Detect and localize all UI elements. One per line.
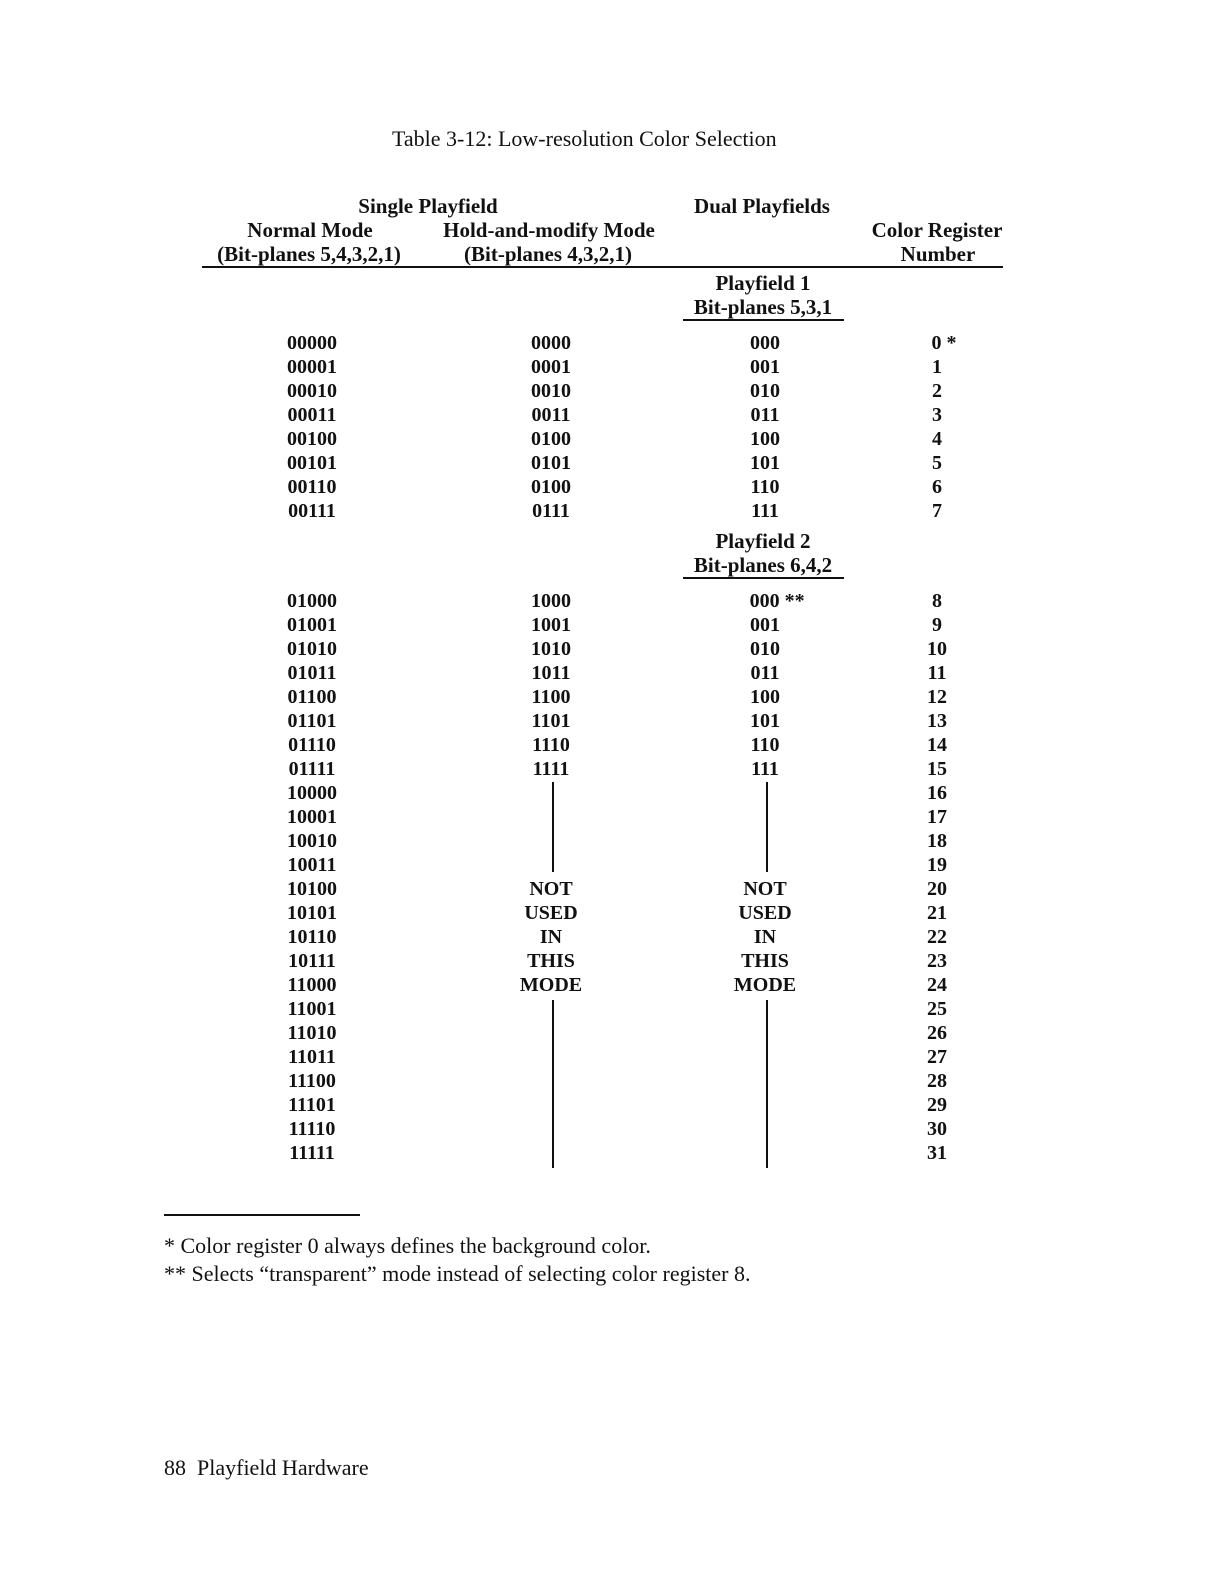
color-register-cell: 6 bbox=[932, 476, 942, 498]
normal-mode-cell: 10010 bbox=[287, 830, 337, 852]
header-number: Number bbox=[900, 242, 976, 266]
normal-mode-cell: 00000 bbox=[287, 332, 337, 354]
ham-mode-cell: 1000 bbox=[531, 590, 571, 612]
dual-playfield-cell: 010 bbox=[750, 638, 780, 660]
normal-mode-cell: 00011 bbox=[287, 404, 337, 426]
color-register-cell: 24 bbox=[927, 974, 947, 996]
normal-mode-cell: 11111 bbox=[289, 1142, 335, 1164]
dual-playfield-cell: USED bbox=[738, 902, 792, 924]
dual-playfield-cell: 111 bbox=[751, 758, 779, 780]
normal-mode-cell: 11100 bbox=[288, 1070, 336, 1092]
table-title: Table 3-12: Low-resolution Color Selection bbox=[392, 126, 777, 151]
dual-playfield-cell: 001 bbox=[750, 614, 780, 636]
color-register-cell: 3 bbox=[932, 404, 942, 426]
color-register-cell: 15 bbox=[927, 758, 947, 780]
header-color-register: Color Register bbox=[871, 218, 1003, 242]
dual-playfield-cell: 101 bbox=[750, 710, 780, 732]
normal-mode-cell: 10001 bbox=[287, 806, 337, 828]
color-register-cell: 30 bbox=[927, 1118, 947, 1140]
color-register-cell: 13 bbox=[927, 710, 947, 732]
footnote-rule bbox=[164, 1214, 360, 1216]
ham-mode-cell: 0101 bbox=[531, 452, 571, 474]
dual-playfield-cell: IN bbox=[753, 926, 777, 948]
normal-mode-cell: 11110 bbox=[288, 1118, 336, 1140]
color-register-cell: 19 bbox=[927, 854, 947, 876]
color-register-cell: 27 bbox=[927, 1046, 947, 1068]
normal-mode-cell: 01000 bbox=[287, 590, 337, 612]
color-register-cell: 17 bbox=[927, 806, 947, 828]
ham-mode-cell: 0011 bbox=[531, 404, 571, 426]
color-register-cell: 25 bbox=[927, 998, 947, 1020]
dual-playfield-cell: 011 bbox=[750, 404, 780, 426]
color-register-cell: 16 bbox=[927, 782, 947, 804]
ham-mode-cell: 1111 bbox=[532, 758, 570, 780]
playfield2-rule bbox=[683, 577, 844, 579]
ham-mode-cell: IN bbox=[539, 926, 563, 948]
color-register-cell: 8 bbox=[932, 590, 942, 612]
normal-mode-cell: 00101 bbox=[287, 452, 337, 474]
ham-mode-cell: 0100 bbox=[531, 428, 571, 450]
normal-mode-cell: 00010 bbox=[287, 380, 337, 402]
color-register-cell: 12 bbox=[927, 686, 947, 708]
normal-mode-cell: 10110 bbox=[287, 926, 337, 948]
color-register-cell: 22 bbox=[927, 926, 947, 948]
header-dual-playfields: Dual Playfields bbox=[694, 194, 830, 218]
normal-mode-cell: 01111 bbox=[288, 758, 336, 780]
footnote-1: * Color register 0 always defines the background color. bbox=[164, 1233, 651, 1258]
dual-playfield-cell: 110 bbox=[750, 734, 780, 756]
dual-playfield-cell: 101 bbox=[750, 452, 780, 474]
color-register-cell: 23 bbox=[927, 950, 947, 972]
ham-mode-cell: MODE bbox=[519, 974, 583, 996]
playfield1-title: Playfield 1 bbox=[715, 271, 811, 295]
dual-playfield-cell: 011 bbox=[750, 662, 780, 684]
ham-mode-cell: 0100 bbox=[531, 476, 571, 498]
dual-playfield-cell: 100 bbox=[750, 428, 780, 450]
normal-mode-cell: 01001 bbox=[287, 614, 337, 636]
ham-mode-cell: 0010 bbox=[531, 380, 571, 402]
playfield2-planes: Bit-planes 6,4,2 bbox=[693, 553, 833, 577]
normal-mode-cell: 00111 bbox=[288, 500, 336, 522]
color-register-cell: 29 bbox=[927, 1094, 947, 1116]
normal-mode-cell: 11000 bbox=[287, 974, 337, 996]
color-register-cell: 4 bbox=[932, 428, 942, 450]
ham-mode-cell: 1101 bbox=[531, 710, 571, 732]
color-register-cell: 9 bbox=[932, 614, 942, 636]
dual-playfield-cell: 111 bbox=[751, 500, 779, 522]
dual-playfield-cell: 100 bbox=[750, 686, 780, 708]
color-register-cell: 26 bbox=[927, 1022, 947, 1044]
footnote-2: ** Selects “transparent” mode instead of selecting color register 8. bbox=[164, 1261, 751, 1286]
normal-mode-cell: 10111 bbox=[288, 950, 336, 972]
color-register-cell: 5 bbox=[932, 452, 942, 474]
dual-playfield-cell: 000 bbox=[750, 332, 780, 354]
ham-mode-cell: 0001 bbox=[531, 356, 571, 378]
dual-playfield-cell: NOT bbox=[743, 878, 787, 900]
dual-playfield-cell: 000 ** bbox=[749, 590, 805, 612]
color-register-cell: 1 bbox=[932, 356, 942, 378]
normal-mode-cell: 11001 bbox=[287, 998, 337, 1020]
ham-mode-cell: 1010 bbox=[531, 638, 571, 660]
normal-mode-cell: 10000 bbox=[287, 782, 337, 804]
normal-mode-cell: 01011 bbox=[287, 662, 337, 684]
color-register-cell: 21 bbox=[927, 902, 947, 924]
header-ham-mode: Hold-and-modify Mode bbox=[443, 218, 655, 242]
page-footer: 88 Playfield Hardware bbox=[164, 1455, 369, 1480]
color-register-cell: 14 bbox=[927, 734, 947, 756]
dual-unused-bar-lower bbox=[766, 1000, 768, 1168]
playfield1-rule bbox=[683, 319, 844, 321]
header-normal-mode-planes: (Bit-planes 5,4,3,2,1) bbox=[217, 242, 401, 266]
ham-mode-cell: THIS bbox=[527, 950, 575, 972]
normal-mode-cell: 10101 bbox=[287, 902, 337, 924]
header-rule bbox=[202, 266, 1003, 268]
ham-mode-cell: NOT bbox=[529, 878, 573, 900]
normal-mode-cell: 01110 bbox=[288, 734, 336, 756]
ham-mode-cell: 1011 bbox=[531, 662, 571, 684]
normal-mode-cell: 11101 bbox=[288, 1094, 336, 1116]
playfield2-title: Playfield 2 bbox=[715, 529, 811, 553]
normal-mode-cell: 10100 bbox=[287, 878, 337, 900]
dual-playfield-cell: MODE bbox=[733, 974, 797, 996]
dual-playfield-cell: 010 bbox=[750, 380, 780, 402]
color-register-cell: 11 bbox=[927, 662, 947, 684]
playfield1-planes: Bit-planes 5,3,1 bbox=[693, 295, 833, 319]
ham-mode-cell: 1110 bbox=[532, 734, 570, 756]
ham-unused-bar-lower bbox=[552, 1000, 554, 1168]
ham-mode-cell: 1100 bbox=[531, 686, 571, 708]
color-register-cell: 31 bbox=[927, 1142, 947, 1164]
color-register-cell: 7 bbox=[932, 500, 942, 522]
normal-mode-cell: 10011 bbox=[287, 854, 337, 876]
dual-playfield-cell: 110 bbox=[750, 476, 780, 498]
dual-playfield-cell: THIS bbox=[741, 950, 789, 972]
normal-mode-cell: 11010 bbox=[287, 1022, 337, 1044]
ham-mode-cell: 0000 bbox=[531, 332, 571, 354]
normal-mode-cell: 00100 bbox=[287, 428, 337, 450]
header-normal-mode: Normal Mode bbox=[247, 218, 373, 242]
normal-mode-cell: 00001 bbox=[287, 356, 337, 378]
normal-mode-cell: 01010 bbox=[287, 638, 337, 660]
ham-unused-bar-upper bbox=[552, 782, 554, 872]
color-register-cell: 0 * bbox=[931, 332, 957, 354]
color-register-cell: 10 bbox=[927, 638, 947, 660]
normal-mode-cell: 01101 bbox=[287, 710, 337, 732]
color-register-cell: 28 bbox=[927, 1070, 947, 1092]
color-register-cell: 18 bbox=[927, 830, 947, 852]
dual-playfield-cell: 001 bbox=[750, 356, 780, 378]
dual-unused-bar-upper bbox=[766, 782, 768, 872]
color-register-cell: 20 bbox=[927, 878, 947, 900]
normal-mode-cell: 01100 bbox=[287, 686, 337, 708]
normal-mode-cell: 00110 bbox=[287, 476, 337, 498]
ham-mode-cell: USED bbox=[524, 902, 578, 924]
normal-mode-cell: 11011 bbox=[288, 1046, 336, 1068]
header-ham-mode-planes: (Bit-planes 4,3,2,1) bbox=[464, 242, 632, 266]
ham-mode-cell: 1001 bbox=[531, 614, 571, 636]
ham-mode-cell: 0111 bbox=[532, 500, 570, 522]
color-register-cell: 2 bbox=[932, 380, 942, 402]
header-single-playfield: Single Playfield bbox=[358, 194, 498, 218]
